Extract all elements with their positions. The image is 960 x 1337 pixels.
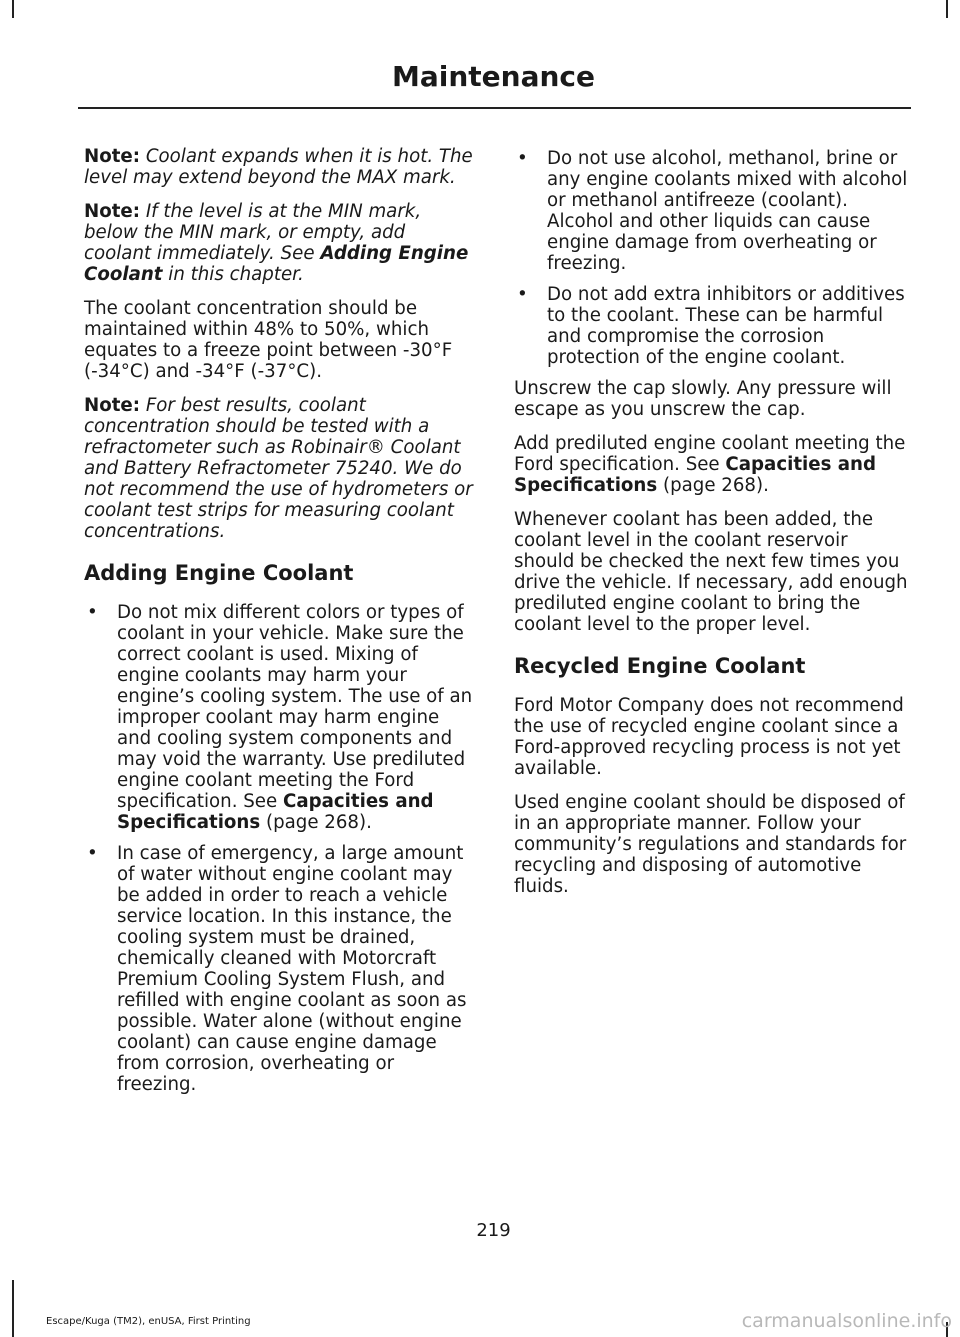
section-heading-adding-coolant: Adding Engine Coolant (84, 561, 354, 585)
crop-mark-top-left (12, 0, 14, 18)
list-item (514, 284, 912, 368)
section-heading-recycled-coolant: Recycled Engine Coolant (514, 654, 806, 678)
list-item-text: In case of emergency, a large amount of water without engine coolant may be added in order to reach a vehicle service location. In this instance, the cooling system must be drained, chemically cleaned with Motorcraft Premium Cooling System Flush, and refilled with engine coolant as soon as possible. Water alone (without engine coolant) can cause engine damage from corrosion, overheating or freezing. (117, 843, 467, 1095)
header-divider (78, 107, 911, 109)
adding-coolant-list (84, 602, 476, 1095)
page-reference: (page 268). (260, 812, 372, 833)
note-expand (84, 146, 476, 188)
list-item-text: Do not mix different colors or types of coolant in your vehicle. Make sure the correct coolant is used. Mixing of engine coolants may harm your engine’s cooling system. The use of an improper coolant may harm engine and cooling system components and may void the warranty. Use prediluted engine coolant meeting the Ford specification. See (117, 602, 473, 812)
crop-mark-top-right (946, 0, 948, 18)
list-item (84, 843, 476, 1095)
note-label: Note: (84, 146, 141, 167)
crop-mark-bottom-left (12, 1280, 14, 1337)
note-text: For best results, coolant concentration should be tested with a refractometer such as Robinair® Coolant and Battery Refractometer 75240. We do not recommend the use of hydrometers or coolant test strips for measuring coolant concentrations. (84, 395, 473, 542)
xref-capacities-link[interactable]: Capacities and Specifications (117, 791, 434, 833)
list-item-text: Do not use alcohol, methanol, brine or any engine coolants mixed with alcohol or methanol antifreeze (coolant). Alcohol and other liquids can cause engine damage from overheating or freezing. (547, 148, 908, 274)
paragraph-text: Add prediluted engine coolant meeting the Ford specification. See (514, 433, 906, 475)
page-reference: (page 268). (657, 475, 769, 496)
bullet-icon: • (517, 148, 528, 169)
xref-adding-coolant-link[interactable]: Adding Engine Coolant (84, 243, 469, 285)
list-item-text: Do not add extra inhibitors or additives to the coolant. These can be harmful and compromise the corrosion protection of the engine coolant. (547, 284, 905, 368)
page-title: Maintenance (391, 60, 595, 93)
coolant-warnings-list (514, 148, 912, 368)
add-coolant-paragraph (514, 433, 912, 496)
bullet-icon: • (87, 602, 98, 623)
note-label: Note: (84, 201, 141, 222)
unscrew-paragraph: Unscrew the cap slowly. Any pressure will escape as you unscrew the cap. (514, 378, 892, 420)
watermark: carmanualsonline.info (741, 1310, 952, 1332)
concentration-paragraph: The coolant concentration should be maintained within 48% to 50%, which equates to a freeze point between -30°F (-34°C) and -34°F (-37°C). (84, 298, 453, 382)
list-item (84, 602, 476, 833)
xref-capacities-link[interactable]: Capacities and Specifications (514, 454, 876, 496)
note-text: If the level is at the MIN mark, below the MIN mark, or empty, add coolant immediately. See (84, 201, 422, 264)
page-number: 219 (476, 1220, 511, 1241)
whenever-paragraph: Whenever coolant has been added, the coolant level in the coolant reservoir should be checked the next few times you drive the vehicle. If necessary, add enough prediluted engine coolant to bring the coolant level to the proper level. (514, 509, 908, 635)
note-text: Coolant expands when it is hot. The level may extend beyond the MAX mark. (84, 146, 473, 188)
list-item (514, 148, 912, 274)
note-text: in this chapter. (162, 264, 304, 285)
footer-edition-info: Escape/Kuga (TM2), enUSA, First Printing (46, 1316, 251, 1327)
disposal-paragraph: Used engine coolant should be disposed of in an appropriate manner. Follow your community’s regulations and standards for recycling and disposing of automotive fluids. (514, 792, 907, 897)
note-refractometer (84, 395, 476, 542)
bullet-icon: • (87, 843, 98, 864)
left-column (84, 146, 476, 1105)
bullet-icon: • (517, 284, 528, 305)
ford-recycle-paragraph: Ford Motor Company does not recommend the use of recycled engine coolant since a Ford-approved recycling process is not yet available. (514, 695, 904, 779)
right-column (514, 148, 912, 910)
note-label: Note: (84, 395, 141, 416)
note-min-level (84, 201, 476, 285)
